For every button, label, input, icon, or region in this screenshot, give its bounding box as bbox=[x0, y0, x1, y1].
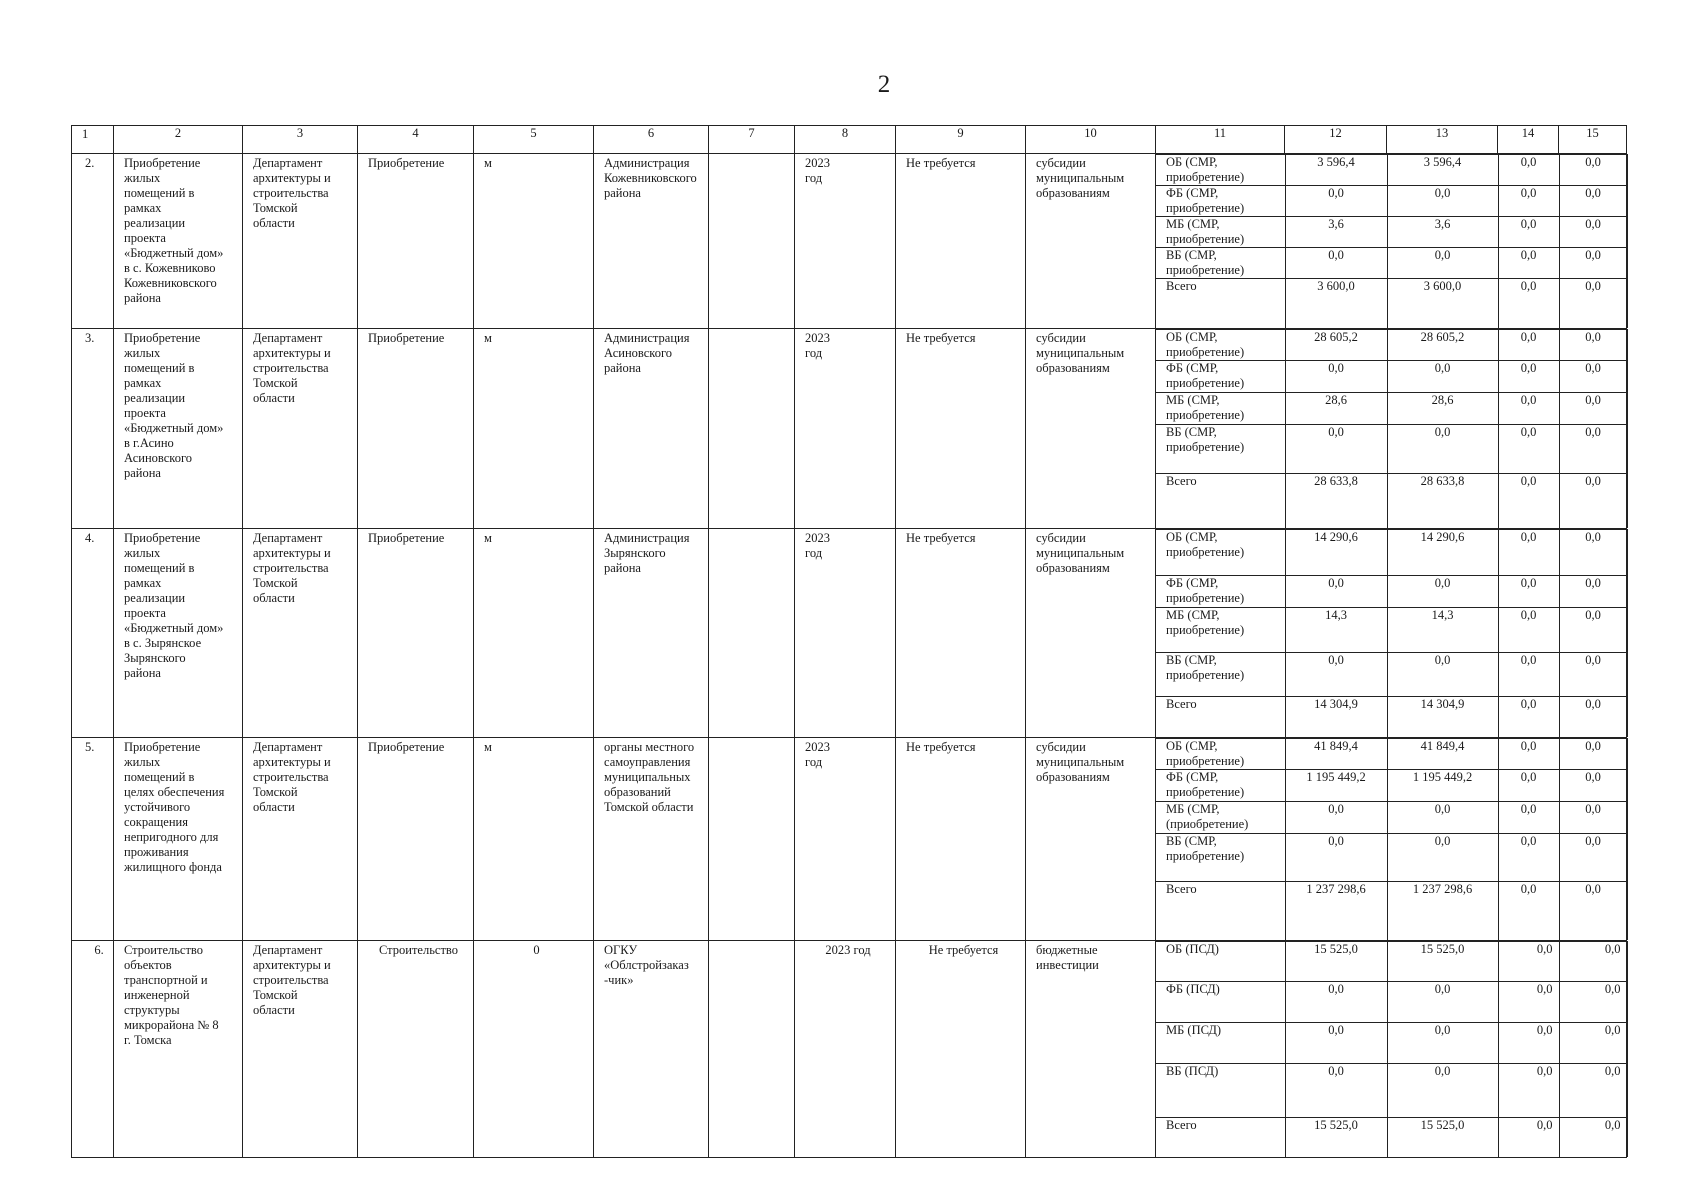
funding-source-cell: ВБ (СМР, приобретение) bbox=[1156, 833, 1285, 881]
table-row bbox=[72, 529, 1627, 738]
amount-2023-cell: 1 237 298,6 bbox=[1387, 881, 1498, 940]
amount-2024-cell: 0,0 bbox=[1498, 1023, 1559, 1064]
amount-2023-cell: 28 633,8 bbox=[1387, 473, 1498, 528]
column-number-header: 3 bbox=[243, 126, 358, 154]
amount-total-cell: 14 304,9 bbox=[1285, 697, 1387, 737]
funding-source-cell: Всего bbox=[1156, 1118, 1285, 1157]
capacity-cell bbox=[709, 941, 795, 1158]
funding-source-cell: ВБ (СМР, приобретение) bbox=[1156, 653, 1285, 697]
amount-2024-cell: 0,0 bbox=[1498, 982, 1559, 1023]
amount-2025-cell: 0,0 bbox=[1559, 697, 1627, 737]
executor-cell: Администрация Асиновского района bbox=[594, 328, 709, 529]
funding-source-cell: ОБ (СМР, приобретение) bbox=[1156, 530, 1285, 576]
financing-block bbox=[1156, 737, 1627, 941]
design-documentation-cell: Не требуется bbox=[896, 941, 1026, 1158]
amount-2024-cell: 0,0 bbox=[1498, 279, 1559, 328]
page-number: 2 bbox=[877, 71, 891, 98]
financing-row bbox=[1156, 769, 1627, 801]
amount-2024-cell: 0,0 bbox=[1498, 155, 1559, 186]
amount-2023-cell: 28 605,2 bbox=[1387, 329, 1498, 360]
object-name-cell: Приобретение жилых помещений в рамках реализации проекта «Бюджетный дом» в г.Асино Асиновского района bbox=[114, 328, 243, 529]
amount-2025-cell: 0,0 bbox=[1559, 769, 1627, 801]
amount-2024-cell: 0,0 bbox=[1498, 881, 1559, 940]
year-cell: 2023 год bbox=[795, 154, 896, 329]
amount-2025-cell: 0,0 bbox=[1559, 738, 1627, 769]
funding-form-cell: бюджетные инвестиции bbox=[1026, 941, 1156, 1158]
financing-row bbox=[1156, 942, 1627, 982]
amount-total-cell: 0,0 bbox=[1285, 248, 1387, 279]
capacity-cell bbox=[709, 737, 795, 941]
work-type-cell: Приобретение bbox=[358, 154, 474, 329]
funding-source-cell: МБ (СМР, (приобретение) bbox=[1156, 801, 1285, 833]
funding-source-cell: ОБ (СМР, приобретение) bbox=[1156, 155, 1285, 186]
amount-total-cell: 1 195 449,2 bbox=[1285, 769, 1387, 801]
financing-row bbox=[1156, 530, 1627, 576]
amount-2023-cell: 0,0 bbox=[1387, 576, 1498, 608]
unit-cell: 0 bbox=[474, 941, 594, 1158]
financing-block bbox=[1156, 941, 1627, 1158]
unit-cell: м bbox=[474, 737, 594, 941]
financing-block bbox=[1156, 154, 1627, 329]
objects-table bbox=[71, 125, 1627, 1158]
amount-total-cell: 0,0 bbox=[1285, 360, 1387, 392]
row-number-cell: 3. bbox=[72, 328, 114, 529]
design-documentation-cell: Не требуется bbox=[896, 737, 1026, 941]
funding-source-cell: МБ (СМР, приобретение) bbox=[1156, 392, 1285, 424]
financing-row bbox=[1156, 155, 1627, 186]
amount-total-cell: 0,0 bbox=[1285, 653, 1387, 697]
amount-2025-cell: 0,0 bbox=[1559, 392, 1627, 424]
amount-2023-cell: 14 290,6 bbox=[1387, 530, 1498, 576]
amount-2024-cell: 0,0 bbox=[1498, 392, 1559, 424]
amount-total-cell: 3 600,0 bbox=[1285, 279, 1387, 328]
amount-2023-cell: 41 849,4 bbox=[1387, 738, 1498, 769]
amount-2023-cell: 0,0 bbox=[1387, 1064, 1498, 1118]
amount-2024-cell: 0,0 bbox=[1498, 608, 1559, 653]
customer-cell: Департамент архитектуры и строительства Томской области bbox=[243, 941, 358, 1158]
amount-total-cell: 15 525,0 bbox=[1285, 942, 1387, 982]
amount-total-cell: 14 290,6 bbox=[1285, 530, 1387, 576]
customer-cell: Департамент архитектуры и строительства Томской области bbox=[243, 529, 358, 738]
funding-source-cell: МБ (ПСД) bbox=[1156, 1023, 1285, 1064]
funding-source-cell: Всего bbox=[1156, 279, 1285, 328]
amount-2024-cell: 0,0 bbox=[1498, 801, 1559, 833]
amount-2025-cell: 0,0 bbox=[1559, 360, 1627, 392]
object-name-cell: Строительство объектов транспортной и инженерной структуры микрорайона № 8 г. Томска bbox=[114, 941, 243, 1158]
amount-2025-cell: 0,0 bbox=[1559, 881, 1627, 940]
executor-cell: Администрация Зырянского района bbox=[594, 529, 709, 738]
column-number-header: 13 bbox=[1387, 126, 1498, 154]
amount-2023-cell: 0,0 bbox=[1387, 801, 1498, 833]
funding-form-cell: субсидии муниципальным образованиям bbox=[1026, 154, 1156, 329]
financing-row bbox=[1156, 801, 1627, 833]
financing-row bbox=[1156, 697, 1627, 737]
financing-row bbox=[1156, 576, 1627, 608]
design-documentation-cell: Не требуется bbox=[896, 328, 1026, 529]
amount-total-cell: 3,6 bbox=[1285, 217, 1387, 248]
funding-source-cell: МБ (СМР, приобретение) bbox=[1156, 217, 1285, 248]
amount-2024-cell: 0,0 bbox=[1498, 329, 1559, 360]
amount-2025-cell: 0,0 bbox=[1559, 1023, 1627, 1064]
unit-cell: м bbox=[474, 328, 594, 529]
amount-2025-cell: 0,0 bbox=[1559, 801, 1627, 833]
amount-total-cell: 0,0 bbox=[1285, 576, 1387, 608]
capacity-cell bbox=[709, 328, 795, 529]
object-name-cell: Приобретение жилых помещений в рамках реализации проекта «Бюджетный дом» в с. Кожевниково Кожевниковского района bbox=[114, 154, 243, 329]
funding-source-cell: Всего bbox=[1156, 473, 1285, 528]
amount-2023-cell: 0,0 bbox=[1387, 1023, 1498, 1064]
amount-2025-cell: 0,0 bbox=[1559, 530, 1627, 576]
funding-source-cell: ФБ (СМР, приобретение) bbox=[1156, 186, 1285, 217]
column-number-header: 8 bbox=[795, 126, 896, 154]
customer-cell: Департамент архитектуры и строительства Томской области bbox=[243, 737, 358, 941]
amount-2023-cell: 0,0 bbox=[1387, 248, 1498, 279]
amount-2025-cell: 0,0 bbox=[1559, 1064, 1627, 1118]
funding-source-cell: ОБ (ПСД) bbox=[1156, 942, 1285, 982]
amount-2023-cell: 14,3 bbox=[1387, 608, 1498, 653]
column-number-header: 7 bbox=[709, 126, 795, 154]
work-type-cell: Приобретение bbox=[358, 737, 474, 941]
amount-2023-cell: 28,6 bbox=[1387, 392, 1498, 424]
amount-2023-cell: 0,0 bbox=[1387, 833, 1498, 881]
amount-2025-cell: 0,0 bbox=[1559, 608, 1627, 653]
row-number-cell: 5. bbox=[72, 737, 114, 941]
funding-form-cell: субсидии муниципальным образованиям bbox=[1026, 529, 1156, 738]
amount-2023-cell: 1 195 449,2 bbox=[1387, 769, 1498, 801]
year-cell: 2023 год bbox=[795, 328, 896, 529]
amount-total-cell: 0,0 bbox=[1285, 1023, 1387, 1064]
funding-source-cell: ФБ (ПСД) bbox=[1156, 982, 1285, 1023]
funding-source-cell: ВБ (СМР, приобретение) bbox=[1156, 248, 1285, 279]
amount-2024-cell: 0,0 bbox=[1498, 217, 1559, 248]
funding-source-cell: ФБ (СМР, приобретение) bbox=[1156, 769, 1285, 801]
amount-total-cell: 0,0 bbox=[1285, 982, 1387, 1023]
capacity-cell bbox=[709, 154, 795, 329]
amount-2023-cell: 0,0 bbox=[1387, 424, 1498, 473]
design-documentation-cell: Не требуется bbox=[896, 529, 1026, 738]
financing-block bbox=[1156, 529, 1627, 738]
amount-2023-cell: 3,6 bbox=[1387, 217, 1498, 248]
financing-row bbox=[1156, 1118, 1627, 1157]
column-number-header: 6 bbox=[594, 126, 709, 154]
amount-2024-cell: 0,0 bbox=[1498, 1118, 1559, 1157]
amount-2024-cell: 0,0 bbox=[1498, 738, 1559, 769]
amount-2024-cell: 0,0 bbox=[1498, 186, 1559, 217]
amount-2025-cell: 0,0 bbox=[1559, 982, 1627, 1023]
amount-2025-cell: 0,0 bbox=[1559, 833, 1627, 881]
customer-cell: Департамент архитектуры и строительства Томской области bbox=[243, 154, 358, 329]
amount-total-cell: 0,0 bbox=[1285, 186, 1387, 217]
work-type-cell: Приобретение bbox=[358, 529, 474, 738]
financing-row bbox=[1156, 473, 1627, 528]
work-type-cell: Приобретение bbox=[358, 328, 474, 529]
financing-row bbox=[1156, 248, 1627, 279]
amount-total-cell: 28,6 bbox=[1285, 392, 1387, 424]
funding-source-cell: МБ (СМР, приобретение) bbox=[1156, 608, 1285, 653]
amount-2023-cell: 15 525,0 bbox=[1387, 1118, 1498, 1157]
amount-total-cell: 28 605,2 bbox=[1285, 329, 1387, 360]
financing-row bbox=[1156, 881, 1627, 940]
amount-2024-cell: 0,0 bbox=[1498, 360, 1559, 392]
column-number-header: 5 bbox=[474, 126, 594, 154]
amount-2025-cell: 0,0 bbox=[1559, 424, 1627, 473]
funding-source-cell: Всего bbox=[1156, 697, 1285, 737]
financing-row bbox=[1156, 217, 1627, 248]
row-number-cell: 6. bbox=[72, 941, 114, 1158]
table-row bbox=[72, 737, 1627, 941]
amount-2025-cell: 0,0 bbox=[1559, 279, 1627, 328]
amount-2025-cell: 0,0 bbox=[1559, 473, 1627, 528]
financing-row bbox=[1156, 360, 1627, 392]
amount-2024-cell: 0,0 bbox=[1498, 833, 1559, 881]
amount-2023-cell: 0,0 bbox=[1387, 982, 1498, 1023]
column-number-header: 9 bbox=[896, 126, 1026, 154]
year-cell: 2023 год bbox=[795, 941, 896, 1158]
column-number-header: 4 bbox=[358, 126, 474, 154]
financing-row bbox=[1156, 738, 1627, 769]
amount-total-cell: 0,0 bbox=[1285, 801, 1387, 833]
amount-2025-cell: 0,0 bbox=[1559, 155, 1627, 186]
customer-cell: Департамент архитектуры и строительства Томской области bbox=[243, 328, 358, 529]
executor-cell: органы местного самоуправления муниципальных образований Томской области bbox=[594, 737, 709, 941]
amount-2024-cell: 0,0 bbox=[1498, 653, 1559, 697]
amount-total-cell: 15 525,0 bbox=[1285, 1118, 1387, 1157]
financing-row bbox=[1156, 608, 1627, 653]
funding-source-cell: ФБ (СМР, приобретение) bbox=[1156, 576, 1285, 608]
table-row bbox=[72, 941, 1627, 1158]
amount-2024-cell: 0,0 bbox=[1498, 248, 1559, 279]
amount-total-cell: 28 633,8 bbox=[1285, 473, 1387, 528]
funding-source-cell: Всего bbox=[1156, 881, 1285, 940]
funding-form-cell: субсидии муниципальным образованиям bbox=[1026, 737, 1156, 941]
column-number-header: 10 bbox=[1026, 126, 1156, 154]
column-number-header: 15 bbox=[1559, 126, 1627, 154]
amount-2023-cell: 3 596,4 bbox=[1387, 155, 1498, 186]
funding-form-cell: субсидии муниципальным образованиям bbox=[1026, 328, 1156, 529]
funding-source-cell: ВБ (ПСД) bbox=[1156, 1064, 1285, 1118]
executor-cell: ОГКУ «Облстройзаказ -чик» bbox=[594, 941, 709, 1158]
year-cell: 2023 год bbox=[795, 737, 896, 941]
table-row bbox=[72, 328, 1627, 529]
column-number-header: 2 bbox=[114, 126, 243, 154]
financing-row bbox=[1156, 424, 1627, 473]
amount-2023-cell: 3 600,0 bbox=[1387, 279, 1498, 328]
amount-2023-cell: 14 304,9 bbox=[1387, 697, 1498, 737]
amount-total-cell: 0,0 bbox=[1285, 424, 1387, 473]
column-number-header: 11 bbox=[1156, 126, 1285, 154]
amount-2024-cell: 0,0 bbox=[1498, 473, 1559, 528]
amount-total-cell: 3 596,4 bbox=[1285, 155, 1387, 186]
design-documentation-cell: Не требуется bbox=[896, 154, 1026, 329]
unit-cell: м bbox=[474, 154, 594, 329]
unit-cell: м bbox=[474, 529, 594, 738]
amount-2025-cell: 0,0 bbox=[1559, 1118, 1627, 1157]
amount-2024-cell: 0,0 bbox=[1498, 942, 1559, 982]
financing-row bbox=[1156, 1064, 1627, 1118]
financing-row bbox=[1156, 279, 1627, 328]
column-number-header-row bbox=[72, 126, 1627, 154]
capacity-cell bbox=[709, 529, 795, 738]
amount-2023-cell: 0,0 bbox=[1387, 186, 1498, 217]
year-cell: 2023 год bbox=[795, 529, 896, 738]
financing-row bbox=[1156, 186, 1627, 217]
table-row bbox=[72, 154, 1627, 329]
amount-total-cell: 14,3 bbox=[1285, 608, 1387, 653]
object-name-cell: Приобретение жилых помещений в рамках реализации проекта «Бюджетный дом» в с. Зырянское Зырянского района bbox=[114, 529, 243, 738]
amount-2024-cell: 0,0 bbox=[1498, 769, 1559, 801]
amount-total-cell: 0,0 bbox=[1285, 1064, 1387, 1118]
funding-source-cell: ВБ (СМР, приобретение) bbox=[1156, 424, 1285, 473]
amount-2024-cell: 0,0 bbox=[1498, 1064, 1559, 1118]
amount-2025-cell: 0,0 bbox=[1559, 942, 1627, 982]
executor-cell: Администрация Кожевниковского района bbox=[594, 154, 709, 329]
amount-2025-cell: 0,0 bbox=[1559, 576, 1627, 608]
amount-total-cell: 1 237 298,6 bbox=[1285, 881, 1387, 940]
amount-2025-cell: 0,0 bbox=[1559, 248, 1627, 279]
financing-row bbox=[1156, 392, 1627, 424]
amount-2023-cell: 0,0 bbox=[1387, 360, 1498, 392]
row-number-cell: 4. bbox=[72, 529, 114, 738]
financing-row bbox=[1156, 1023, 1627, 1064]
amount-2024-cell: 0,0 bbox=[1498, 530, 1559, 576]
financing-row bbox=[1156, 329, 1627, 360]
amount-2025-cell: 0,0 bbox=[1559, 653, 1627, 697]
amount-2025-cell: 0,0 bbox=[1559, 186, 1627, 217]
column-number-header: 12 bbox=[1285, 126, 1387, 154]
financing-row bbox=[1156, 653, 1627, 697]
amount-2023-cell: 0,0 bbox=[1387, 653, 1498, 697]
amount-2025-cell: 0,0 bbox=[1559, 217, 1627, 248]
amount-2025-cell: 0,0 bbox=[1559, 329, 1627, 360]
funding-source-cell: ФБ (СМР, приобретение) bbox=[1156, 360, 1285, 392]
funding-source-cell: ОБ (СМР, приобретение) bbox=[1156, 329, 1285, 360]
object-name-cell: Приобретение жилых помещений в целях обеспечения устойчивого сокращения непригодного для проживания жилищного фонда bbox=[114, 737, 243, 941]
work-type-cell: Строительство bbox=[358, 941, 474, 1158]
amount-total-cell: 0,0 bbox=[1285, 833, 1387, 881]
amount-2024-cell: 0,0 bbox=[1498, 576, 1559, 608]
financing-row bbox=[1156, 833, 1627, 881]
amount-2023-cell: 15 525,0 bbox=[1387, 942, 1498, 982]
row-number-cell: 2. bbox=[72, 154, 114, 329]
amount-total-cell: 41 849,4 bbox=[1285, 738, 1387, 769]
funding-source-cell: ОБ (СМР, приобретение) bbox=[1156, 738, 1285, 769]
amount-2024-cell: 0,0 bbox=[1498, 697, 1559, 737]
amount-2024-cell: 0,0 bbox=[1498, 424, 1559, 473]
column-number-header: 1 bbox=[72, 126, 114, 154]
financing-block bbox=[1156, 328, 1627, 529]
financing-row bbox=[1156, 982, 1627, 1023]
column-number-header: 14 bbox=[1498, 126, 1559, 154]
